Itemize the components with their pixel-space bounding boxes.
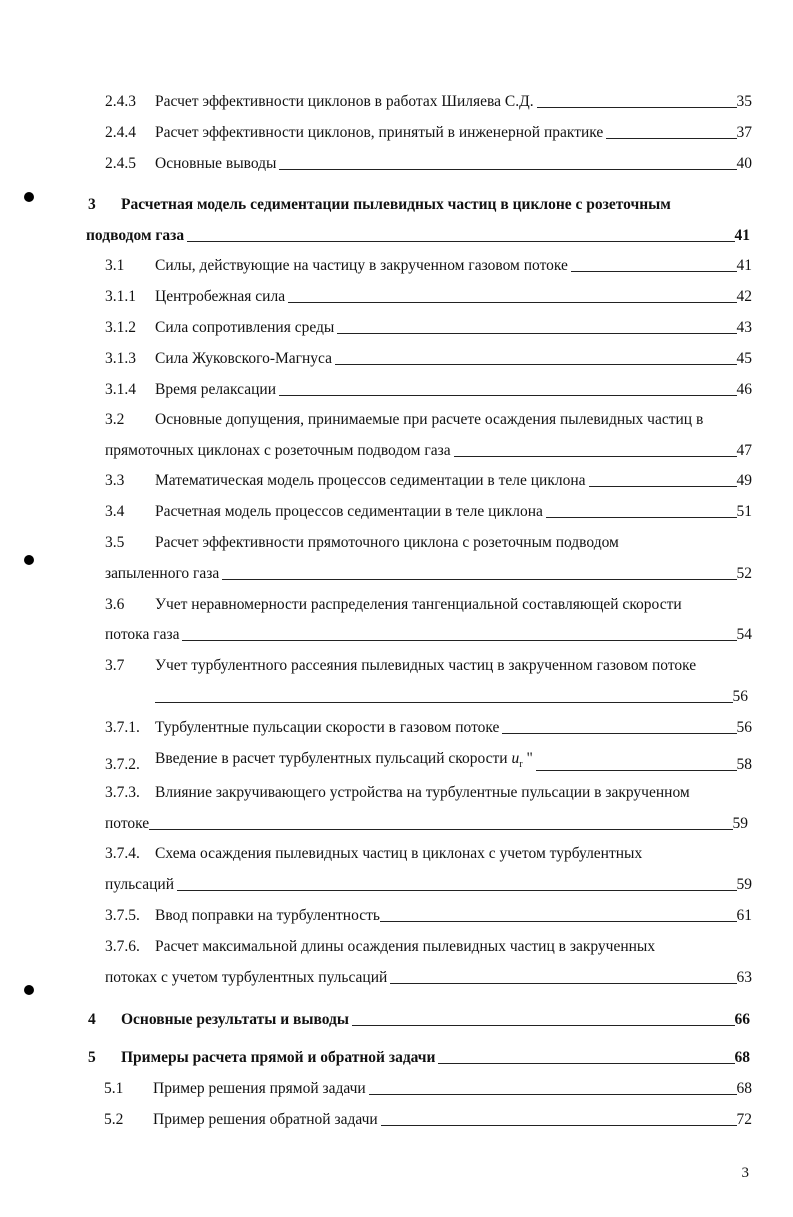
entry-title: Расчет максимальной длины осаждения пылевидных частиц в закрученных — [155, 938, 656, 955]
entry-number: 3.7.6. — [105, 938, 140, 955]
entry-title: Учет турбулентного рассеяния пылевидных частиц в закрученном газовом потоке — [155, 657, 697, 674]
dot-leader — [381, 1124, 737, 1126]
toc-entry-5-1[interactable] — [104, 1080, 752, 1098]
entry-number: 3.1.3 — [105, 350, 136, 367]
toc-entry-3-7-3-line1[interactable] — [105, 784, 690, 802]
entry-title: Пример решения обратной задачи — [153, 1111, 378, 1128]
entry-page: 72 — [736, 1111, 752, 1128]
binder-hole-3 — [24, 985, 34, 995]
toc-entry-3-7-6-line1[interactable] — [105, 938, 655, 956]
toc-entry-3-1-3[interactable] — [105, 350, 752, 368]
entry-title-continued: потока газа — [105, 626, 180, 643]
entry-page: 68 — [736, 1080, 752, 1097]
entry-number: 3.7.4. — [105, 845, 140, 862]
dot-leader — [182, 639, 736, 641]
entry-title: Силы, действующие на частицу в закрученном газовом потоке — [155, 257, 568, 274]
toc-entry-3-7-4-line1[interactable] — [105, 845, 642, 863]
toc-entry-3-3[interactable] — [105, 472, 752, 490]
entry-page: 63 — [736, 969, 752, 986]
entry-page: 59 — [732, 815, 748, 832]
entry-page: 41 — [736, 257, 752, 274]
entry-title: Расчетная модель процессов седиментации в теле циклона — [155, 503, 543, 520]
entry-title: Расчет эффективности циклонов, принятый в инженерной практике — [155, 124, 604, 141]
toc-entry-3-7-5[interactable] — [105, 907, 752, 925]
entry-title — [155, 750, 533, 774]
dot-leader — [149, 828, 732, 830]
velocity-variable: u — [511, 750, 520, 767]
velocity-subscript: r — [519, 759, 523, 771]
entry-page: 35 — [736, 93, 752, 110]
entry-title: Основные допущения, принимаемые при расчете осаждения пылевидных частиц в — [155, 411, 704, 428]
entry-title-continued: потоке — [105, 815, 150, 832]
entry-page: 42 — [736, 288, 752, 305]
entry-title: Расчет эффективности циклонов в работах Шиляева С.Д. — [155, 93, 534, 110]
entry-number: 2.4.3 — [105, 93, 136, 110]
entry-number: 5.2 — [104, 1111, 124, 1128]
dot-leader — [155, 701, 733, 703]
entry-title: Основные выводы — [155, 155, 277, 172]
toc-entry-5[interactable] — [88, 1049, 750, 1067]
entry-number: 2.4.4 — [105, 124, 136, 141]
entry-page: 43 — [736, 319, 752, 336]
dot-leader — [335, 363, 737, 365]
entry-number: 3.1.4 — [105, 381, 136, 398]
entry-number: 3.1 — [105, 257, 125, 274]
entry-page: 46 — [736, 381, 752, 398]
entry-page: 47 — [736, 442, 752, 459]
toc-entry-3-7-6-line2[interactable] — [105, 969, 752, 987]
entry-number: 3.7.5. — [105, 907, 140, 924]
entry-title: Сила Жуковского-Магнуса — [155, 350, 332, 367]
entry-title: Схема осаждения пылевидных частиц в циклонах с учетом турбулентных — [155, 845, 643, 862]
toc-entry-3-1[interactable] — [105, 257, 752, 275]
entry-page: 61 — [736, 907, 752, 924]
entry-title: Пример решения прямой задачи — [153, 1080, 366, 1097]
dot-leader — [352, 1024, 735, 1026]
entry-title: Турбулентные пульсации скорости в газовом потоке — [155, 719, 500, 736]
entry-number: 3.7.2. — [105, 756, 140, 774]
dot-leader — [369, 1093, 737, 1095]
toc-entry-2-4-5[interactable] — [105, 155, 752, 173]
binder-hole-2 — [24, 555, 34, 565]
dot-leader — [502, 732, 736, 734]
entry-title-continued: подводом газа — [86, 227, 185, 244]
dot-leader — [454, 455, 737, 457]
entry-title: Примеры расчета прямой и обратной задачи — [121, 1049, 436, 1066]
toc-entry-3-1-2[interactable] — [105, 319, 752, 337]
entry-title-continued: прямоточных циклонах с розеточным подводом газа — [105, 442, 451, 459]
toc-entry-3-7-3-line2[interactable] — [105, 815, 748, 833]
dot-leader — [222, 578, 736, 580]
toc-entry-3-2-line2[interactable] — [105, 442, 752, 460]
toc-entry-3-5-line1[interactable] — [105, 534, 619, 552]
entry-number: 3.4 — [105, 503, 125, 520]
velocity-prime: " — [526, 750, 533, 767]
entry-page: 58 — [736, 756, 752, 774]
toc-entry-5-2[interactable] — [104, 1111, 752, 1129]
toc-entry-4[interactable] — [88, 1011, 750, 1029]
entry-title: Математическая модель процессов седиментации в теле циклона — [155, 472, 586, 489]
entry-page: 51 — [736, 503, 752, 520]
entry-number: 3 — [88, 196, 96, 213]
toc-entry-2-4-3[interactable] — [105, 93, 752, 111]
entry-page: 40 — [736, 155, 752, 172]
toc-entry-3-1-1[interactable] — [105, 288, 752, 306]
entry-number: 4 — [88, 1011, 96, 1028]
toc-entry-3-5-line2[interactable] — [105, 565, 752, 583]
dot-leader — [187, 240, 734, 242]
toc-entry-3-line2[interactable] — [86, 227, 750, 245]
dot-leader — [380, 920, 737, 922]
dot-leader — [337, 332, 736, 334]
entry-number: 3.5 — [105, 534, 125, 551]
toc-entry-3-2-line1[interactable] — [105, 411, 703, 429]
dot-leader — [536, 769, 737, 771]
toc-entry-3-6-line1[interactable] — [105, 596, 682, 614]
entry-page: 41 — [734, 227, 750, 244]
entry-page: 54 — [736, 626, 752, 643]
entry-number: 3.7 — [105, 657, 125, 674]
entry-page: 56 — [732, 688, 748, 705]
entry-title-continued: пульсаций — [105, 876, 175, 893]
entry-number: 3.6 — [105, 596, 125, 613]
page-number: 3 — [741, 1165, 749, 1181]
dot-leader — [279, 394, 736, 396]
entry-page: 56 — [736, 719, 752, 736]
entry-number: 5.1 — [104, 1080, 124, 1097]
entry-page: 68 — [734, 1049, 750, 1066]
dot-leader — [606, 137, 736, 139]
entry-title: Влияние закручивающего устройства на турбулентные пульсации в закрученном — [155, 784, 690, 801]
entry-number: 3.7.3. — [105, 784, 140, 801]
entry-number: 5 — [88, 1049, 96, 1066]
entry-title-continued: запыленного газа — [105, 565, 220, 582]
toc-entry-3-7-2[interactable] — [105, 750, 752, 774]
entry-title: Центробежная сила — [155, 288, 286, 305]
dot-leader — [546, 516, 737, 518]
entry-title: Учет неравномерности распределения тангенциальной составляющей скорости — [155, 596, 682, 613]
dot-leader — [589, 485, 737, 487]
entry-number: 3.2 — [105, 411, 125, 428]
dot-leader — [390, 982, 736, 984]
entry-title: Расчетная модель седиментации пылевидных частиц в циклоне с розеточным — [121, 196, 671, 213]
toc-entry-3-7-line1[interactable] — [105, 657, 696, 675]
toc-entry-3-7-line2[interactable] — [155, 688, 748, 706]
dot-leader — [288, 301, 736, 303]
toc-entry-3-4[interactable] — [105, 503, 752, 521]
entry-page: 59 — [736, 876, 752, 893]
entry-title: Сила сопротивления среды — [155, 319, 335, 336]
entry-title-text: Введение в расчет турбулентных пульсаций скорости — [155, 750, 508, 767]
toc-entry-3-6-line2[interactable] — [105, 626, 752, 644]
entry-page: 37 — [736, 124, 752, 141]
toc-entry-2-4-4[interactable] — [105, 124, 752, 142]
toc-entry-3-7-4-line2[interactable] — [105, 876, 752, 894]
entry-page: 52 — [736, 565, 752, 582]
dot-leader — [537, 106, 737, 108]
entry-title-continued: потоках с учетом турбулентных пульсаций — [105, 969, 388, 986]
entry-number: 2.4.5 — [105, 155, 136, 172]
dot-leader — [438, 1062, 734, 1064]
binder-hole-1 — [24, 192, 34, 202]
entry-number: 3.3 — [105, 472, 125, 489]
entry-page: 45 — [736, 350, 752, 367]
toc-entry-3-7-1[interactable] — [105, 719, 752, 737]
toc-entry-3-line1[interactable] — [88, 196, 671, 214]
entry-number: 3.1.2 — [105, 319, 136, 336]
entry-page: 49 — [736, 472, 752, 489]
entry-number: 3.7.1. — [105, 719, 140, 736]
entry-title: Расчет эффективности прямоточного циклона с розеточным подводом — [155, 534, 619, 551]
entry-page: 66 — [734, 1011, 750, 1028]
entry-title: Время релаксации — [155, 381, 277, 398]
entry-title: Основные результаты и выводы — [121, 1011, 349, 1028]
dot-leader — [571, 270, 737, 272]
dot-leader — [177, 889, 736, 891]
dot-leader — [279, 168, 736, 170]
entry-title: Ввод поправки на турбулентность — [155, 907, 380, 924]
toc-entry-3-1-4[interactable] — [105, 381, 752, 399]
entry-number: 3.1.1 — [105, 288, 136, 305]
